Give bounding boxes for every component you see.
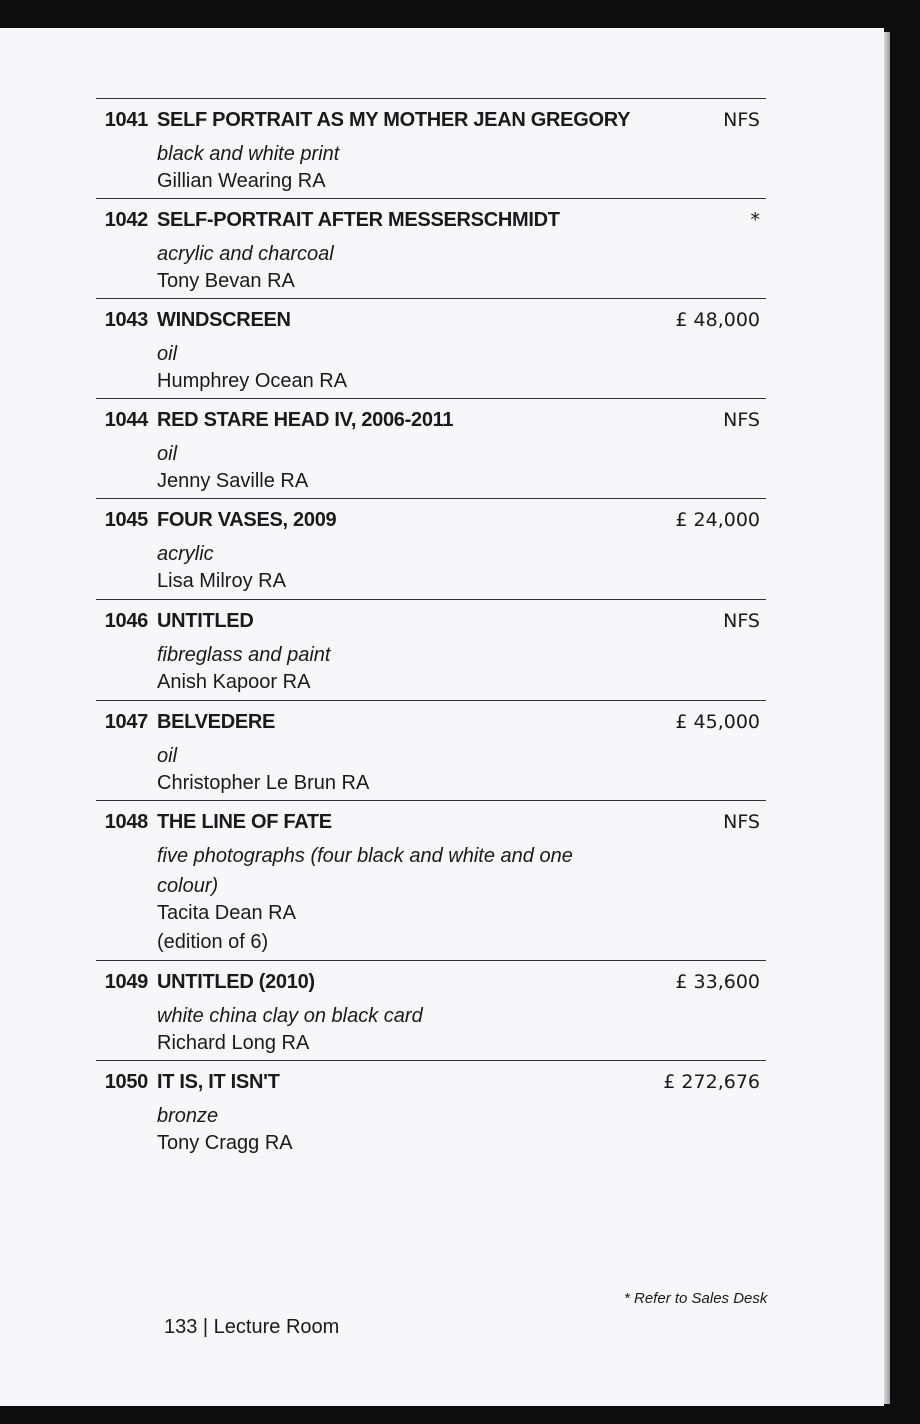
lot-number: 1042: [104, 209, 148, 231]
catalogue-entry: [96, 800, 766, 953]
lot-number: 1047: [104, 711, 148, 733]
page-number: 133 | Lecture Room: [164, 1316, 340, 1338]
price: NFS: [723, 610, 760, 632]
work-medium: black and white print: [157, 143, 340, 165]
work-title: THE LINE OF FATE: [157, 811, 332, 833]
edition-note: (edition of 6): [157, 931, 269, 953]
catalogue-entry: [96, 198, 766, 292]
work-title: IT IS, IT ISN'T: [157, 1071, 280, 1093]
catalogue-entry: [96, 98, 766, 192]
price: *: [750, 209, 760, 231]
work-medium: oil: [157, 443, 178, 465]
work-title: WINDSCREEN: [157, 309, 291, 331]
page-edge: [884, 32, 890, 1404]
artist-name: Christopher Le Brun RA: [157, 772, 370, 794]
lot-number: 1046: [104, 610, 148, 632]
catalogue-entry: [96, 398, 766, 492]
work-medium: acrylic: [157, 543, 214, 565]
work-title: SELF-PORTRAIT AFTER MESSERSCHMIDT: [157, 209, 560, 231]
price: £ 33,600: [675, 971, 760, 993]
work-medium: bronze: [157, 1105, 219, 1127]
work-title: BELVEDERE: [157, 711, 276, 733]
catalogue-entry: [96, 1060, 766, 1154]
lot-number: 1043: [104, 309, 148, 331]
lot-number: 1044: [104, 409, 148, 431]
work-medium: white china clay on black card: [157, 1005, 423, 1027]
lot-number: 1049: [104, 971, 148, 993]
artist-name: Humphrey Ocean RA: [157, 370, 348, 392]
artist-name: Tony Cragg RA: [157, 1132, 293, 1154]
work-title: RED STARE HEAD IV, 2006-2011: [157, 409, 454, 431]
work-title: UNTITLED (2010): [157, 971, 315, 993]
artist-name: Gillian Wearing RA: [157, 170, 326, 192]
work-medium: fibreglass and paint: [157, 644, 331, 666]
price: £ 272,676: [663, 1071, 760, 1093]
artist-name: Anish Kapoor RA: [157, 671, 311, 693]
artist-name: Jenny Saville RA: [157, 470, 309, 492]
work-medium: oil: [157, 343, 178, 365]
work-medium: five photographs (four black and white and one colour): [157, 845, 573, 897]
price: £ 48,000: [675, 309, 760, 331]
lot-number: 1041: [104, 109, 148, 131]
work-title: SELF PORTRAIT AS MY MOTHER JEAN GREGORY: [157, 109, 631, 131]
work-title: FOUR VASES, 2009: [157, 509, 337, 531]
work-title: UNTITLED: [157, 610, 254, 632]
price: NFS: [723, 811, 760, 833]
artist-name: Richard Long RA: [157, 1032, 310, 1054]
lot-number: 1050: [104, 1071, 148, 1093]
artist-name: Tony Bevan RA: [157, 270, 295, 292]
catalogue-entry: [96, 960, 766, 1054]
catalogue-entry: [96, 700, 766, 794]
price: £ 24,000: [675, 509, 760, 531]
artist-name: Tacita Dean RA: [157, 902, 296, 924]
catalogue-entry: [96, 498, 766, 592]
price: £ 45,000: [675, 711, 760, 733]
price: NFS: [723, 409, 760, 431]
lot-number: 1045: [104, 509, 148, 531]
sales-desk-footnote: * Refer to Sales Desk: [624, 1290, 768, 1307]
lot-number: 1048: [104, 811, 148, 833]
artist-name: Lisa Milroy RA: [157, 570, 286, 592]
catalogue-entry: [96, 298, 766, 392]
price: NFS: [723, 109, 760, 131]
work-medium: acrylic and charcoal: [157, 243, 334, 265]
catalogue-entry: [96, 599, 766, 693]
work-medium: oil: [157, 745, 178, 767]
